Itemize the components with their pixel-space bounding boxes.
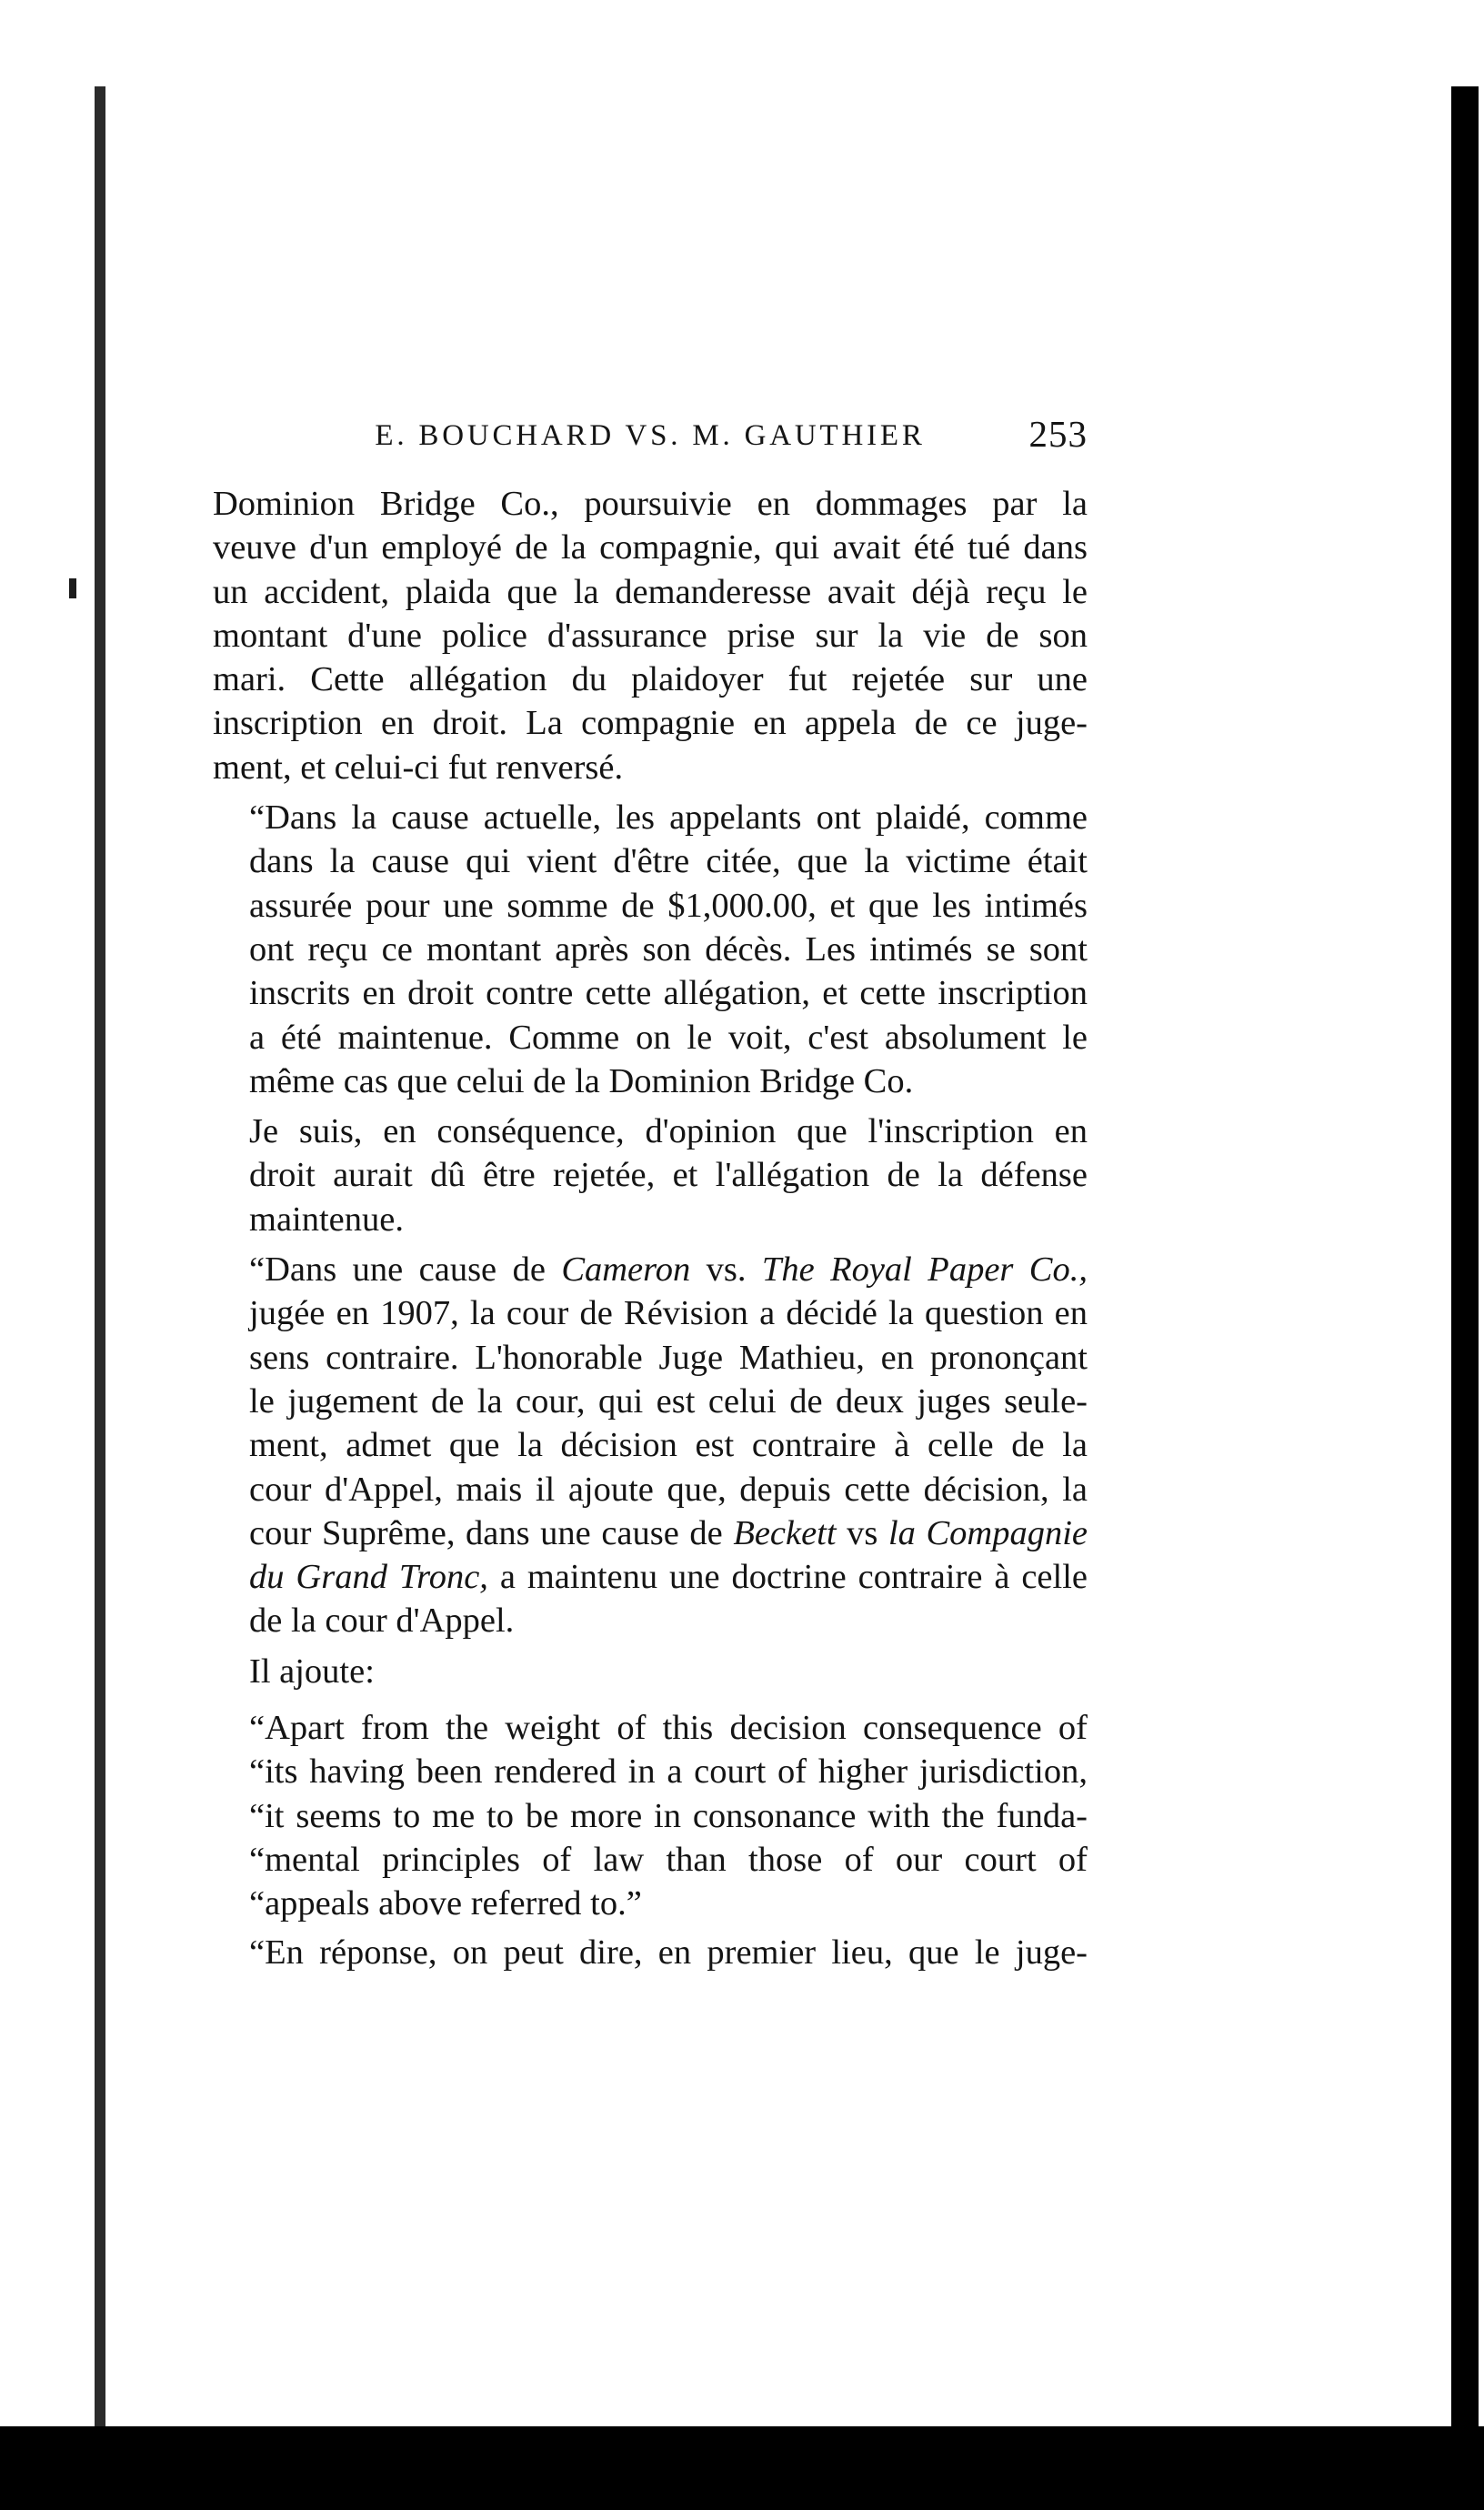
paragraph-6 <box>213 1931 1088 1974</box>
quote-line: “Apart from the weight of this decision consequence of <box>249 1709 1088 1748</box>
paragraph-3 <box>213 1109 1088 1241</box>
scan-border-right <box>1451 86 1479 2428</box>
margin-mark <box>69 578 76 598</box>
text-line: sens contraire. L'honorable Juge Mathieu, en prononçant <box>249 1338 1088 1377</box>
case-name-cameron: Cameron <box>561 1250 691 1290</box>
text-line <box>213 1555 1088 1599</box>
text-line: mari. Cette allégation du plaidoyer fut rejetée sur une <box>213 660 1088 699</box>
paragraph-2 <box>213 796 1088 1103</box>
text-line: cour d'Appel, mais il ajoute que, depuis cette décision, la <box>249 1470 1088 1509</box>
case-name-royal-paper: The Royal Paper Co., <box>761 1250 1088 1290</box>
quote-line: “it seems to me to be more in consonance with the funda- <box>249 1796 1088 1835</box>
text-run: vs. <box>690 1250 762 1290</box>
text-run: “Dans une cause de <box>249 1250 562 1290</box>
text-line: même cas que celui de la Dominion Bridge Co. <box>249 1061 914 1100</box>
text-line: ont reçu ce montant après son décès. Les intimés se sont <box>249 929 1088 969</box>
scan-border-bottom <box>0 2426 1484 2510</box>
text-run: a maintenu une doctrine contraire à celle <box>487 1558 1088 1597</box>
text-line <box>213 1248 1088 1291</box>
text-run: cour Suprême, dans une cause de <box>249 1513 734 1552</box>
body-text <box>213 482 1088 1974</box>
case-name-grand-tronc: du Grand Tronc, <box>249 1558 488 1597</box>
paragraph-4 <box>213 1248 1088 1643</box>
text-line: maintenue. <box>249 1200 404 1239</box>
text-line: jugée en 1907, la cour de Révision a décidé la question en <box>249 1294 1088 1333</box>
quote-line: “its having been rendered in a court of higher jurisdiction, <box>249 1752 1088 1792</box>
text-line: “Dans la cause actuelle, les appelants ont plaidé, comme <box>249 798 1088 838</box>
text-line: Dominion Bridge Co., poursuivie en dommages par la <box>213 485 1088 523</box>
text-line: “En réponse, on peut dire, en premier lieu, que le juge- <box>249 1933 1088 1972</box>
text-line: Je suis, en conséquence, d'opinion que l'inscription en <box>249 1112 1088 1151</box>
page-header <box>213 412 1088 467</box>
binding-rule <box>95 86 105 2428</box>
text-line: montant d'une police d'assurance prise sur la vie de son <box>213 616 1088 655</box>
quote-line: “appeals above referred to.” <box>249 1884 642 1923</box>
text-line: le jugement de la cour, qui est celui de deux juges seule- <box>249 1381 1088 1421</box>
english-quotation <box>213 1706 1088 1925</box>
text-line: ment, et celui-ci fut renversé. <box>213 748 624 787</box>
text-run: vs <box>836 1513 888 1552</box>
text-line <box>213 1511 1088 1555</box>
paragraph-1 <box>213 482 1088 789</box>
text-line: veuve d'un employé de la compagnie, qui avait été tué dans <box>213 528 1088 567</box>
running-head: E. BOUCHARD VS. M. GAUTHIER <box>375 419 926 452</box>
text-line: dans la cause qui vient d'être citée, que la victime était <box>249 842 1088 881</box>
text-line: un accident, plaida que la demanderesse avait déjà reçu le <box>213 572 1088 611</box>
text-line: inscrits en droit contre cette allégation, et cette inscription <box>249 974 1088 1013</box>
paragraph-5 <box>213 1650 1088 1693</box>
text-line: ment, admet que la décision est contraire à celle de la <box>249 1426 1088 1465</box>
text-line: de la cour d'Appel. <box>249 1601 515 1641</box>
text-line: assurée pour une somme de $1,000.00, et que les intimés <box>249 886 1088 925</box>
case-name-beckett: Beckett <box>733 1513 837 1552</box>
text-line: droit aurait dû être rejetée, et l'allégation de la défense <box>249 1156 1088 1195</box>
text-line: inscription en droit. La compagnie en appela de ce juge- <box>213 704 1088 743</box>
page-number: 253 <box>1028 413 1088 455</box>
quote-line: “mental principles of law than those of our court of <box>249 1840 1088 1879</box>
case-name-compagnie: la Compagnie <box>887 1513 1088 1552</box>
text-line: Il ajoute: <box>249 1652 375 1691</box>
text-line: a été maintenue. Comme on le voit, c'est absolument le <box>249 1018 1088 1057</box>
